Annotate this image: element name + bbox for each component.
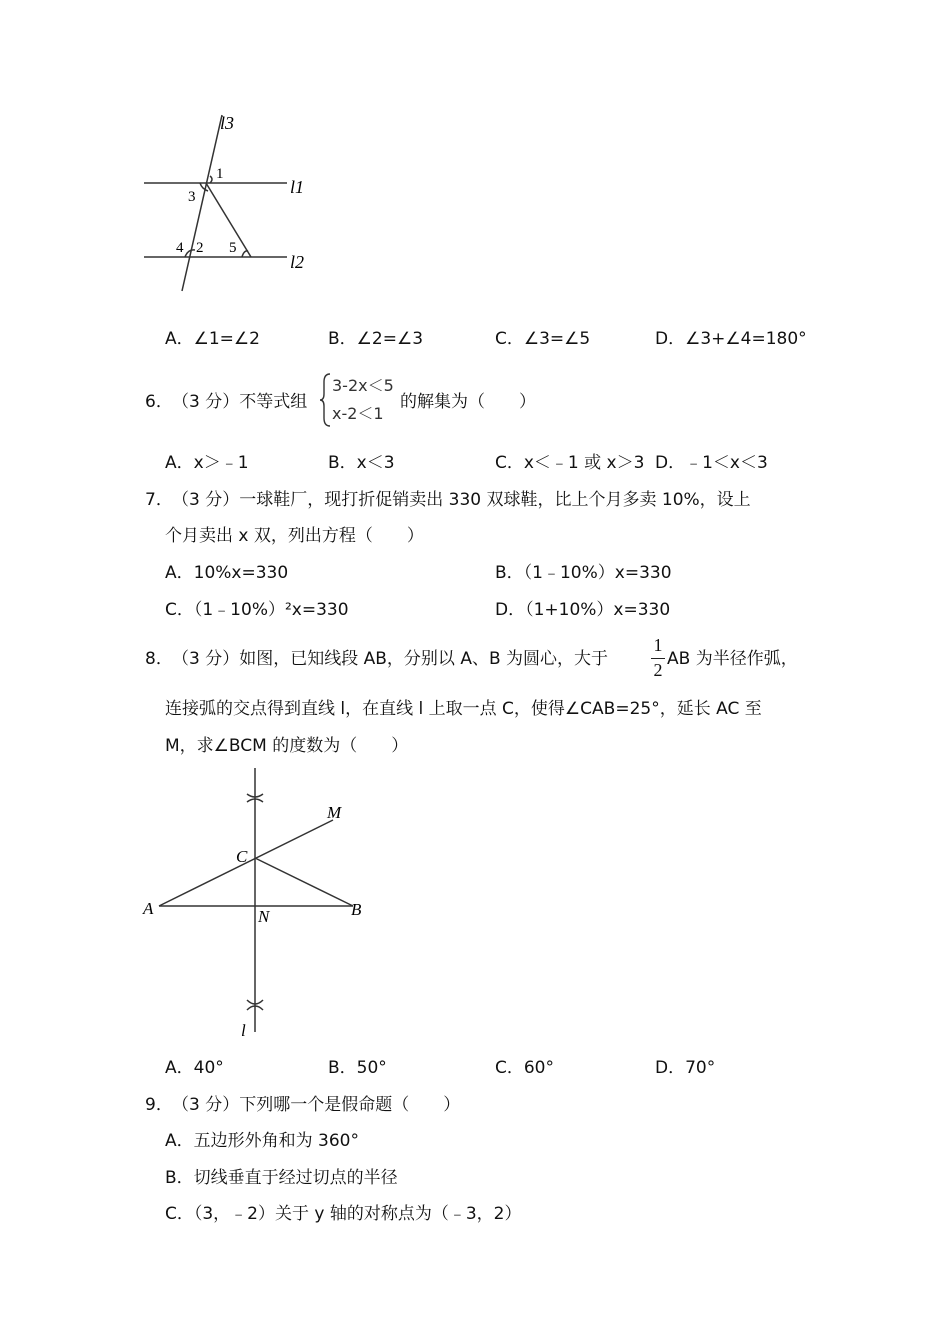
q8-option-d: D．70° xyxy=(655,1058,716,1078)
q9-stem: （3 分）下列哪一个是假命题（ ） xyxy=(172,1095,461,1115)
q8-fraction xyxy=(650,634,666,682)
angle-label-5: 5 xyxy=(229,240,237,256)
perpendicular-bisector-figure xyxy=(135,760,375,1045)
brace-icon xyxy=(320,374,330,426)
q7-option-a: A．10%x=330 xyxy=(165,563,289,583)
q6-tail: 的解集为（ ） xyxy=(400,392,536,412)
q7-stem-line2: 个月卖出 x 双，列出方程（ ） xyxy=(165,526,424,546)
label-l1: l1 xyxy=(290,177,305,197)
q6-option-b: B．x＜3 xyxy=(328,453,395,473)
system-line-1: 3-2x＜5 xyxy=(332,376,394,395)
q9-option-c: C．（3，﹣2）关于 y 轴的对称点为（﹣3，2） xyxy=(165,1204,522,1224)
angle-label-3: 3 xyxy=(188,189,196,205)
q9-option-a: A．五边形外角和为 360° xyxy=(165,1131,359,1151)
label-N: N xyxy=(258,907,270,926)
q7-number: 7． xyxy=(145,490,173,510)
q8-stem-line3: M，求∠BCM 的度数为（ ） xyxy=(165,736,409,756)
label-l: l xyxy=(241,1021,246,1040)
label-l2: l2 xyxy=(290,252,305,272)
q6-option-a: A．x＞﹣1 xyxy=(165,453,249,473)
q8-option-b: B．50° xyxy=(328,1058,387,1078)
label-M: M xyxy=(327,803,342,822)
angle-label-1: 1 xyxy=(216,166,224,182)
parallel-lines-figure xyxy=(130,105,330,305)
q5-option-b: B．∠2=∠3 xyxy=(328,329,424,349)
q7-option-b: B．（1﹣10%）x=330 xyxy=(495,563,672,583)
fraction-numerator: 1 xyxy=(653,635,663,655)
label-C: C xyxy=(236,847,248,866)
q9-number: 9． xyxy=(145,1095,173,1115)
angle-mark-1 xyxy=(210,176,212,183)
q8-stem-line1-b: AB 为半径作弧， xyxy=(667,649,798,669)
q9-option-b: B．切线垂直于经过切点的半径 xyxy=(165,1168,398,1188)
label-B: B xyxy=(351,900,362,919)
q8-option-a: A．40° xyxy=(165,1058,224,1078)
angle-label-2: 2 xyxy=(196,240,204,256)
q6-option-c: C．x＜﹣1 或 x＞3 xyxy=(495,453,645,473)
q6-inequality-system xyxy=(320,372,402,428)
q5-option-a: A．∠1=∠2 xyxy=(165,329,260,349)
q7-option-c: C．（1﹣10%）²x=330 xyxy=(165,600,349,620)
angle-label-4: 4 xyxy=(176,240,184,256)
q8-stem-line1-a: （3 分）如图，已知线段 AB，分别以 A、B 为圆心，大于 xyxy=(172,649,609,669)
q7-stem-line1: （3 分）一球鞋厂，现打折促销卖出 330 双球鞋，比上个月多卖 10%，设上 xyxy=(172,490,751,510)
q7-option-d: D．（1+10%）x=330 xyxy=(495,600,671,620)
q8-option-c: C．60° xyxy=(495,1058,555,1078)
q6-option-d: D．﹣1＜x＜3 xyxy=(655,453,768,473)
fraction-denominator: 2 xyxy=(653,660,663,680)
q8-stem-line2: 连接弧的交点得到直线 l，在直线 l 上取一点 C，使得∠CAB=25°，延长 AC 至 xyxy=(165,699,762,719)
segment-CB xyxy=(255,858,353,906)
label-A: A xyxy=(143,899,154,918)
q5-option-c: C．∠3=∠5 xyxy=(495,329,591,349)
q5-option-d: D．∠3+∠4=180° xyxy=(655,329,807,349)
q6-points: （3 分）不等式组 xyxy=(172,392,308,412)
q8-number: 8． xyxy=(145,649,173,669)
label-l3: l3 xyxy=(220,113,235,133)
q6-number: 6． xyxy=(145,392,173,412)
system-line-2: x-2＜1 xyxy=(332,404,384,423)
